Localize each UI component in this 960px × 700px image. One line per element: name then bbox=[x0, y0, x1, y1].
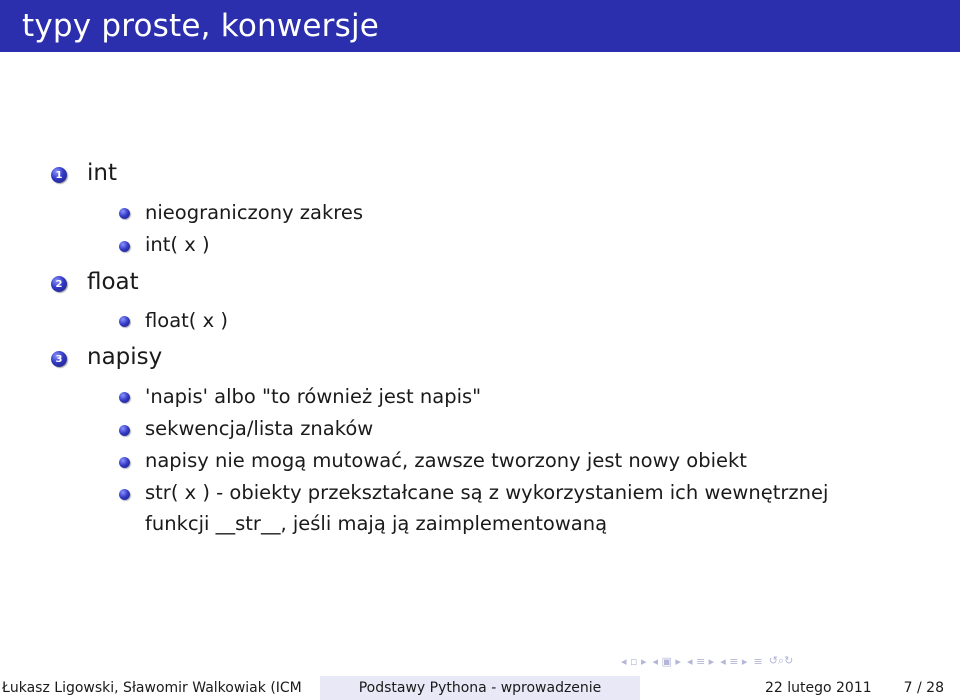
bullet-text-continuation: funkcji __str__, jeśli mają ją zaimplementowaną bbox=[145, 512, 608, 535]
bullet-ball-icon bbox=[119, 425, 130, 436]
section-next-icon[interactable]: ◂ ≡ ▸ bbox=[720, 654, 748, 668]
slide-footer bbox=[0, 676, 960, 700]
bullet-ball-icon bbox=[119, 489, 130, 500]
enum-number-badge: 2 bbox=[51, 276, 67, 292]
bullet-text: sekwencja/lista znaków bbox=[145, 417, 374, 440]
bullet-text: float( x ) bbox=[145, 309, 228, 332]
footer-page-number: 7 / 28 bbox=[903, 680, 944, 696]
footer-presentation-title: Podstawy Pythona - wprowadzenie bbox=[320, 676, 640, 700]
enum-number-badge: 3 bbox=[51, 351, 67, 367]
bullet-ball-icon bbox=[119, 392, 130, 403]
bullet-text: nieograniczony zakres bbox=[145, 201, 364, 224]
bullet-ball-icon bbox=[119, 316, 130, 327]
bullet-ball-icon bbox=[119, 208, 130, 219]
bullet-text: 'napis' albo "to również jest napis" bbox=[145, 385, 482, 408]
frame-first-icon[interactable]: ◂ ▫ ▸ bbox=[621, 654, 647, 668]
enum-label: float bbox=[87, 269, 139, 295]
enum-number-badge: 1 bbox=[51, 167, 67, 183]
beamer-navigation bbox=[618, 653, 796, 669]
slide-title-bar bbox=[0, 0, 960, 52]
slide-title: typy proste, konwersje bbox=[22, 8, 380, 44]
section-prev-icon[interactable]: ◂ ≡ ▸ bbox=[686, 654, 715, 668]
align-icon[interactable]: ≡ bbox=[753, 654, 763, 668]
bullet-ball-icon bbox=[119, 241, 130, 252]
footer-date: 22 lutego 2011 bbox=[764, 680, 872, 696]
footer-date-page bbox=[640, 676, 960, 700]
enum-label: int bbox=[87, 160, 117, 186]
enum-label: napisy bbox=[87, 344, 163, 370]
bullet-text: napisy nie mogą mutować, zawsze tworzony jest nowy obiekt bbox=[145, 449, 747, 472]
bullet-text: str( x ) - obiekty przekształcane są z wykorzystaniem ich wewnętrznej bbox=[145, 481, 829, 504]
search-icon[interactable]: ↺⌕↻ bbox=[768, 654, 794, 667]
bullet-text: int( x ) bbox=[145, 233, 210, 256]
bullet-ball-icon bbox=[119, 457, 130, 468]
footer-authors: Łukasz Ligowski, Sławomir Walkowiak (ICM bbox=[0, 676, 320, 700]
frame-prev-icon[interactable]: ◂ ▣ ▸ bbox=[652, 654, 681, 668]
